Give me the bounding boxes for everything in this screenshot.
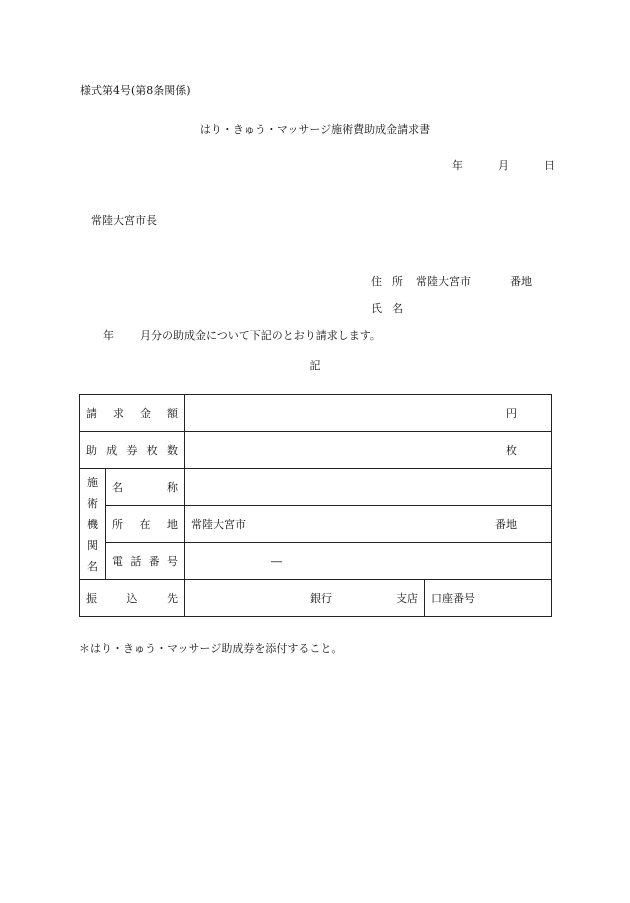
facility-name-value-cell[interactable] (185, 469, 552, 506)
coupons-label: 助 成 券 枚 数 (86, 444, 178, 457)
facility-phone-value-cell[interactable] (185, 543, 552, 580)
facility-location-label: 所 在 地 (112, 518, 178, 531)
address-city: 常陸大宮市 (416, 275, 471, 288)
facility-location-banchi: 番地 (495, 518, 517, 531)
request-table (79, 394, 552, 617)
date-day: 日 (544, 159, 555, 172)
transfer-label-cell (80, 580, 185, 617)
ki-heading: 記 (309, 359, 321, 372)
amount-label-cell (80, 395, 185, 432)
amount-value-cell[interactable] (185, 395, 552, 432)
form-number: 様式第4号(第8条関係) (80, 84, 191, 97)
bank-label: 銀行 (310, 592, 332, 605)
facility-location-label-cell (106, 506, 185, 543)
account-cell[interactable] (425, 580, 552, 617)
facility-phone-label: 電 話 番 号 (112, 555, 178, 568)
bank-cell[interactable] (185, 580, 425, 617)
attachment-note: ＊はり・きゅう・マッサージ助成券を添付すること。 (79, 642, 343, 655)
facility-name-label: 名 称 (112, 481, 178, 494)
row-transfer (80, 580, 552, 617)
facility-phone-dash: ― (271, 554, 282, 568)
row-facility-name (80, 469, 552, 506)
coupons-unit: 枚 (506, 444, 517, 457)
facility-location-value-cell[interactable] (185, 506, 552, 543)
row-facility-phone (80, 543, 552, 580)
row-amount (80, 395, 552, 432)
amount-label: 請 求 金 額 (86, 407, 178, 420)
coupons-value-cell[interactable] (185, 432, 552, 469)
account-number-label: 口座番号 (431, 592, 475, 605)
branch-label: 支店 (396, 592, 418, 605)
facility-location-city: 常陸大宮市 (191, 518, 246, 531)
addressee: 常陸大宮市長 (91, 214, 157, 227)
transfer-label: 振 込 先 (86, 592, 178, 605)
request-text: 月分の助成金について下記のとおり請求します。 (140, 329, 381, 342)
row-coupons (80, 432, 552, 469)
date-month: 月 (498, 159, 509, 172)
address-label: 住所 (371, 275, 413, 288)
request-year: 年 (103, 329, 114, 342)
facility-label-cell: 施 術 機 関 名 (80, 469, 106, 580)
coupons-label-cell (80, 432, 185, 469)
document-title: はり・きゅう・マッサージ施術費助成金請求書 (199, 123, 431, 136)
row-facility-location (80, 506, 552, 543)
name-label: 氏名 (371, 302, 413, 315)
date-year: 年 (452, 159, 463, 172)
facility-name-label-cell (106, 469, 185, 506)
date-line (452, 157, 555, 173)
amount-unit: 円 (506, 407, 517, 420)
address-banchi: 番地 (510, 275, 532, 288)
facility-phone-label-cell (106, 543, 185, 580)
